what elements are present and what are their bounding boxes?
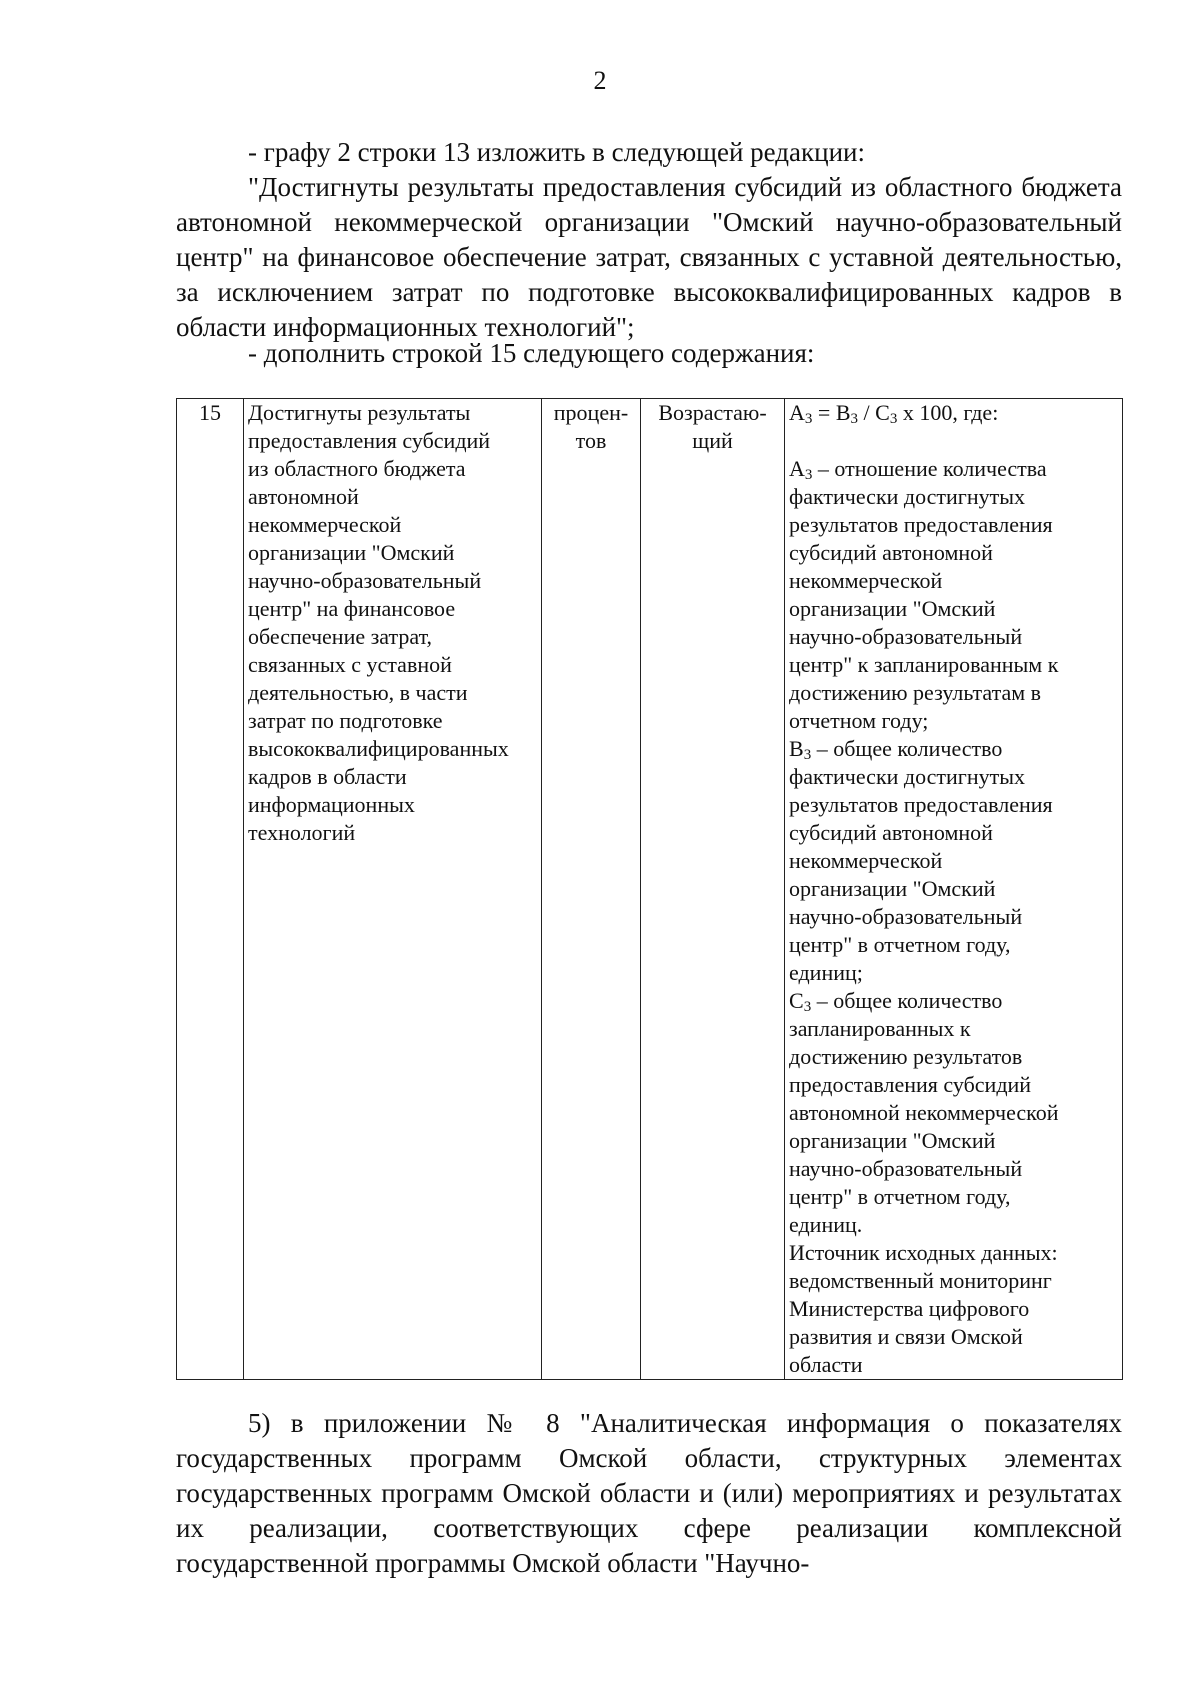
definition-a-line [789,455,1118,483]
definition-a-line: некоммерческой [789,568,943,593]
definition-c-line: организации "Омский [789,1128,996,1153]
formula-divide: / [858,400,876,425]
paragraph-amend-column: - графу 2 строки 13 изложить в следующей редакции: [248,137,865,167]
definition-c-line: автономной некоммерческой [789,1100,1059,1125]
formula-equals: = [812,400,836,425]
row-number-cell [177,399,244,1380]
formula-a: A [789,400,805,425]
indicator-name-line: организации "Омский [248,540,455,565]
source-line: Источник исходных данных: [789,1240,1058,1265]
unit-cell [542,399,641,1380]
definition-b-line: единиц; [789,960,863,985]
def-b-symbol: B [789,736,804,761]
indicator-table [176,398,1123,1380]
definition-a-line: субсидий автономной [789,540,993,565]
indicator-name-line: центр" на финансовое [248,596,456,621]
page-number: 2 [593,66,607,95]
definition-b-line: некоммерческой [789,848,943,873]
def-a-text: – отношение количества [812,456,1047,481]
indicator-name-line: высококвалифицированных [248,736,509,761]
formula-c: C [875,400,890,425]
definition-b-line: субсидий автономной [789,820,993,845]
indicator-name-line: Достигнуты результаты [248,400,471,425]
formula-tail: x 100, где: [897,400,999,425]
def-a-symbol: A [789,456,805,481]
definition-a-line: центр" к запланированным к [789,652,1059,677]
row-number: 15 [199,400,221,425]
definition-c-line: научно-образовательный [789,1156,1023,1181]
def-c-text: – общее количество [811,988,1003,1013]
indicator-name-line: автономной [248,484,359,509]
indicator-name-line: обеспечение затрат, [248,624,433,649]
direction-line: Возрастаю- [658,400,767,425]
indicator-name-line: из областного бюджета [248,456,466,481]
direction-cell [641,399,785,1380]
definition-c-line [789,987,1118,1015]
source-line: Министерства цифрового [789,1296,1030,1321]
formula-subscript: 3 [803,747,812,763]
unit-line: процен- [553,400,629,425]
source-line: области [789,1352,863,1377]
formula-subscript: 3 [803,999,812,1015]
direction-line: щий [692,428,733,453]
definition-c-line: единиц. [789,1212,863,1237]
spacer [789,427,1118,455]
definition-b-line: результатов предоставления [789,792,1053,817]
unit-line: тов [575,428,607,453]
definition-b-line: научно-образовательный [789,904,1023,929]
indicator-name-line: технологий [248,820,356,845]
indicator-name-line: некоммерческой [248,512,402,537]
def-c-symbol: C [789,988,804,1013]
definition-c-line: центр" в отчетном году, [789,1184,1011,1209]
paragraph-new-wording: "Достигнуты результаты предоставления субсидий из областного бюджета автономной некоммерческой организации "Омский научно-образовательный центр" на финансовое обеспечение затрат, связанных с уставной деятельностью, за исключением затрат по подготовке высококвалифицированных кадров в области информационных технологий"; [176,172,1122,342]
definition-a-line: научно-образовательный [789,624,1023,649]
indicator-name-line: научно-образовательный [248,568,482,593]
indicator-name-line: предоставления субсидий [248,428,491,453]
definition-a-line: достижению результатам в [789,680,1042,705]
indicator-name-line: информационных [248,792,415,817]
definition-b-line: центр" в отчетном году, [789,932,1011,957]
source-line: развития и связи Омской [789,1324,1023,1349]
calculation-method-cell [785,399,1123,1380]
definition-a-line: организации "Омский [789,596,996,621]
definition-c-line: запланированных к [789,1016,971,1041]
paragraph-appendix-8: 5) в приложении № 8 "Аналитическая информация о показателях государственных программ Омской области, структурных элементах государственных программ Омской области и (или) мероприятиях и результатах их реализации, соответствующих сфере реализации комплексной государственной программы Омской области "Научно- [176,1408,1122,1578]
table-row [177,399,1123,1380]
definition-b-line [789,735,1118,763]
definition-c-line: предоставления субсидий [789,1072,1032,1097]
definition-a-line: отчетном году; [789,708,929,733]
source-line: ведомственный мониторинг [789,1268,1052,1293]
definition-c-line: достижению результатов [789,1044,1023,1069]
indicator-name-line: деятельностью, в части [248,680,468,705]
definition-a-line: фактически достигнутых [789,484,1025,509]
formula [789,399,1118,427]
def-b-text: – общее количество [811,736,1003,761]
indicator-name-line: кадров в области [248,764,407,789]
indicator-name-line: связанных с уставной [248,652,452,677]
formula-subscript: 3 [850,411,858,427]
paragraph-add-row: - дополнить строкой 15 следующего содержания: [248,338,815,368]
formula-subscript: 3 [889,411,898,427]
formula-subscript: 3 [804,411,813,427]
formula-b: B [835,400,851,425]
definition-a-line: результатов предоставления [789,512,1053,537]
formula-subscript: 3 [804,467,813,483]
definition-b-line: организации "Омский [789,876,996,901]
definition-b-line: фактически достигнутых [789,764,1025,789]
indicator-name-line: затрат по подготовке [248,708,443,733]
indicator-name-cell [244,399,542,1380]
